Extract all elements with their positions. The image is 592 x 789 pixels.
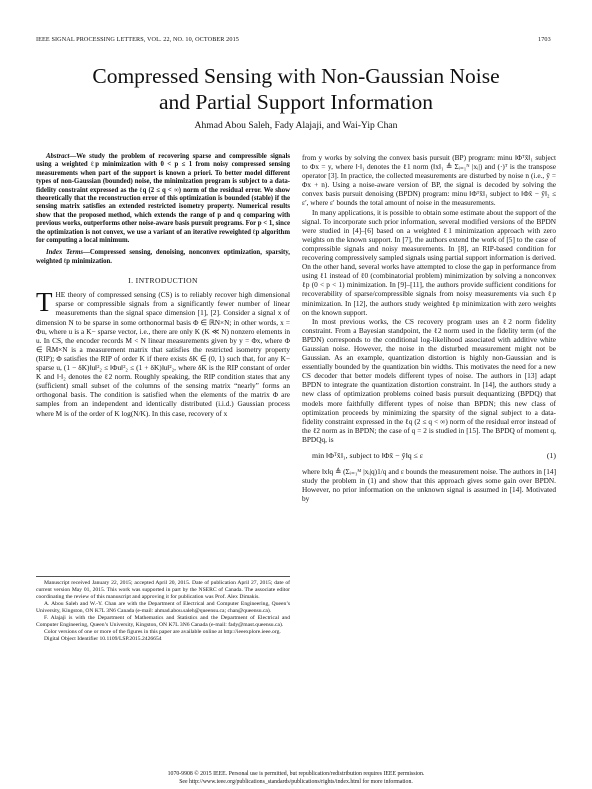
running-header-page-number: 1703 [538, 36, 551, 43]
paper-authors: Ahmad Abou Saleh, Fady Alajaji, and Wai-Yip Chan [194, 120, 398, 131]
footnote-authors-affiliation: A. Abou Saleh and W.-Y. Chan are with the Department of Electrical and Computer Engineering, Queen’s University, Kingston, ON K7L 3N6 Canada (e-mail: ahmad.abou.saleh@queensu.ca; chan@queensu.ca). [36, 601, 290, 614]
footnotes [36, 580, 290, 643]
equation-1-number: (1) [546, 451, 556, 460]
introduction-body [36, 287, 290, 418]
right-paragraph-4: where ‖x‖q ≜ (Σᵢ₌₁ᴹ |xᵢ|q)1/q and ε bounds the measurement noise. The authors in [14] study the problem in (1) and show that this approach gives some gain over BPDN. However, no prior information on the unknown signal is assumed in [14]. Motivated by [302, 467, 556, 504]
right-column [302, 153, 556, 503]
abstract-lead: Abstract [46, 153, 70, 160]
footnote-manuscript: Manuscript received January 22, 2015; accepted April 20, 2015. Date of publication April 27, 2015; date of current version May 01, 2015. This work was supported in part by the NSERC of Canada. The associate editor coordinating the review of this manuscript and approving it for publication was Prof. Alex Dimakis. [36, 580, 290, 600]
footnote-alajaji-affiliation: F. Alajaji is with the Department of Mathematics and Statistics and the Department of Electrical and Computer Engineering, Queen’s University, Kingston, ON K7L 3N6 Canada (e-mail: fady@mast.queensu.ca). [36, 615, 290, 628]
footnote-doi: Digital Object Identifier 10.1109/LSP.2015.2426654 [44, 636, 162, 642]
footnote-color-versions: Color versions of one or more of the figures in this paper are available online at http://ieeexplore.ieee.org. [44, 629, 281, 635]
index-terms [36, 249, 290, 266]
index-terms-text: —Compressed sensing, denoising, nonconvex optimization, sparsity, weighted ℓp minimization. [36, 249, 290, 265]
paper-title-line-2: and Partial Support Information [158, 90, 434, 114]
equation-1 [312, 451, 556, 460]
copyright-line-2: See http://www.ieee.org/publications_standards/publications/rights/index.html for more information. [179, 779, 413, 785]
drop-cap: T [36, 287, 53, 318]
copyright-notice [0, 770, 592, 786]
running-header-journal: IEEE SIGNAL PROCESSING LETTERS, VOL. 22, NO. 10, OCTOBER 2015 [36, 36, 239, 43]
section-heading-introduction: I. INTRODUCTION [128, 276, 198, 286]
copyright-line-1: 1070-9908 © 2015 IEEE. Personal use is permitted, but republication/redistribution requires IEEE permission. [167, 771, 425, 777]
paper-title-line-1: Compressed Sensing with Non-Gaussian Noise [92, 64, 500, 88]
index-terms-lead: Index Terms [46, 249, 84, 257]
right-paragraph-2: In many applications, it is possible to obtain some estimate about the support of the signal. To incorporate such prior information, several modified versions of the BPDN were studied in [4]–[6] based on a weighted ℓ1 minimization approach with zero weights on the known support. In [7], the authors extend the work of [5] to the case of compressible signals and noisy measurements. In [8], an RIP-based condition for recovering compressively sampled signals using partial support information is derived. On the other hand, several works have attempted to close the gap in performance from using ℓ1 instead of ℓ0 (combinatorial problem) minimization by solving a nonconvex ℓp (0 < p < 1) minimization. In [9]–[11], the authors provide sufficient conditions for recoverability of sparse/compressible signals from noisy measurements via such ℓp minimization. In [12], the authors study weighted ℓp minimization with zero weights on the known support. [302, 207, 556, 317]
introduction-paragraph-1: HE theory of compressed sensing (CS) is to reliably recover high dimensional sparse or compressible signals from a significantly fewer number of linear measurements than the signal space dimension [1], [2]. Consider a signal x of dimension N to be sparse in some orthonormal basis Φ ∈ ℝN×N; in other words, x = Φu, where u is a K− sparse vector, i.e., there are only K (K ≪ N) nonzero elements in u. In CS, the encoder records M < N linear measurements given by y = Φx, where Φ ∈ ℝM×N is a measurement matrix that satisfies the restricted isometry property (RIP); Φ satisfies the RIP of order K if there exists δK ∈ (0, 1) such that, for any K− sparse u, (1 − δK)‖u‖²₂ ≤ ‖Φu‖²₂ ≤ (1 + δK)‖u‖²₂, where δK is the RIP constant of order K and ‖·‖₂ denotes the ℓ2 norm. Roughly speaking, the RIP condition states that any (sufficient) small subset of the columns of the sensing matrix “nearly” forms an orthogonal basis. The condition is satisfied when the elements of the matrix Φ are samples from an independent and identically distributed (i.i.d.) Gaussian process where M is of the order of K log(N/K). In this case, recovery of x [36, 290, 290, 418]
footnote-divider [36, 576, 290, 577]
right-paragraph-1: from y works by solving the convex basis pursuit (BP) program: minu ‖Φᵀx̂‖₁ subject to Φx = y, where ‖·‖₁ denotes the ℓ1 norm (‖x‖₁ ≜ Σᵢ₌₁ᴺ |xᵢ|) and (·)ᵀ is the transpose operator [3]. In practice, the collected measurements are disturbed by noise n (i.e., ỹ = Φx + n). Using a noise-aware version of BP, the signal is decoded by solving the convex basis pursuit denoising (BPDN) program: minu ‖Φᵀx̂‖₁ subject to ‖Φx̂ − ỹ‖₂ ≤ ε′, where ε′ bounds the total amount of noise in the measurements. [302, 153, 556, 208]
right-paragraph-3: In most previous works, the CS recovery program uses an ℓ2 norm fidelity constraint. From a Bayesian standpoint, the ℓ2 norm used in the fidelity term (of the BPDN) corresponds to the conditional log-likelihood associated with additive white Gaussian noise. However, the noise in the disturbed measurement might not be Gaussian. As an example, quantization distortion is highly non-Gaussian and is essentially bounded by the quantization bin widths. This motivates the need for a new CS decoder that better models different types of noise. The authors in [13] adapt BPDN to integrate the quantization distortion constraint. In [14], the authors study a new class of optimization problems coined basis pursuit dequantizing (BPDQ) that models more faithfully different types of noise than BPDN; this new class of optimization proceeds by minimizing the sparsity of the signal subject to a data-fidelity constraint expressed in the ℓq (2 ≤ q < ∞) norm of the residual error instead of the ℓ2 norm as in BPDN; the case of q = 2 is studied in [15]. The BPDQ of moment q, BPDQq, is [302, 316, 556, 444]
abstract [36, 153, 290, 245]
left-column [36, 153, 290, 418]
abstract-text: —We study the problem of recovering sparse and compressible signals using a weighted ℓp minimization with 0 < p ≤ 1 from noisy compressed sensing measurements when part of the support is known a priori. To better model different types of non-Gaussian (bounded) noise, the minimization program is subject to a data-fidelity constraint expressed as the ℓq (2 ≤ q < ∞) norm of the residual error. We show theoretically that the reconstruction error of this optimization is bounded (stable) if the sensing matrix satisfies an extended restricted isometry property. Numerical results show that the proposed method, which extends the range of p and q comparing with previous works, outperforms other noise-aware basis pursuit programs. For p < 1, since the optimization is not convex, we use a variant of an iterative reweighted ℓp algorithm for computing a local minimum. [36, 153, 290, 245]
equation-1-body: min ‖Φᵀx̂‖₁, subject to ‖Φx̂ − ỹ‖q ≤ ε [312, 451, 424, 460]
